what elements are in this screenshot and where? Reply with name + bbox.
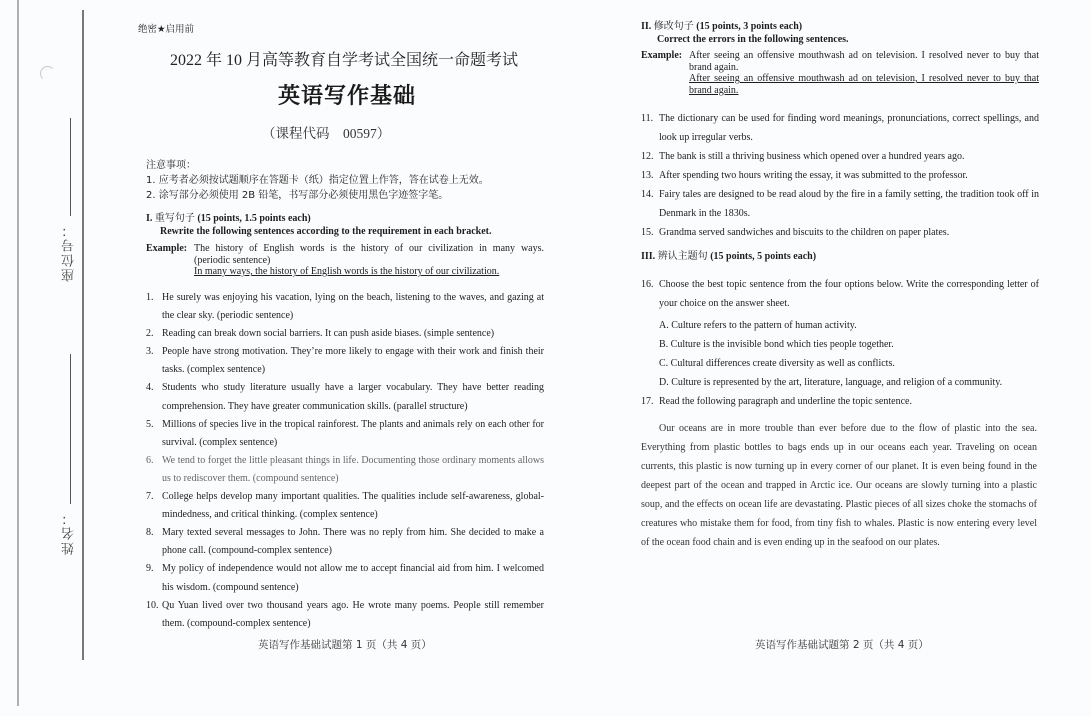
question-16-text: Choose the best topic sentence from the four options below. Write the corresponding letter of your choice on the answer sheet.: [659, 279, 1039, 309]
section-points: (15 points, 5 points each): [710, 251, 817, 262]
question-item: 7. College helps develop many important qualities. The qualities include self-awareness, global-mindedness, and critical thinking. (complex sentence): [146, 491, 544, 521]
example-label: Example:: [146, 243, 188, 254]
page-1-footer: 英语写作基础试题第 1 页（共 4 页）: [258, 639, 432, 651]
question-item: 8. Mary texted several messages to John. There was no reply from him. She decided to make a phone call. (compound-complex sentence): [146, 527, 544, 557]
option-d: D. Culture is represented by the art, literature, language, and religion of a community.: [659, 377, 1003, 388]
question-16: 16. Choose the best topic sentence from the four options below. Write the corresponding letter of your choice on the answer sheet. A. Culture refers to the pattern of human activity. B. Culture is the invisible bond which ties people together. C. Cultural differences create diversity as well as conflicts. D. Culture is represented by the art, literature, language, and religion of a community. 17. Read the following paragraph and underline the topic sentence.: [641, 279, 1039, 407]
question-item: 1. He surely was enjoying his vacation, lying on the beach, listening to the waves, and gazing at the clear sky. (periodic sentence): [146, 292, 544, 322]
question-item: 12. The bank is still a thriving business which opened over a hundred years ago.: [641, 151, 965, 162]
seat-number-label: 座位号：: [61, 222, 76, 282]
section-1-questions: [146, 289, 544, 633]
section-1-example: [146, 243, 544, 283]
option-c: C. Cultural differences create diversity as well as conflicts.: [659, 358, 895, 369]
example-sentence: The history of English words is the history of our civilization in many ways.: [194, 243, 544, 254]
section-instruction: Rewrite the following sentences according to the requirement in each bracket.: [160, 225, 492, 237]
section-points: (15 points, 3 points each): [696, 21, 803, 32]
page-2-footer: 英语写作基础试题第 2 页（共 4 页）: [755, 639, 929, 651]
section-2-header: [641, 21, 1041, 46]
ocean-plastic-paragraph[interactable]: Our oceans are in more trouble than ever before due to the flow of plastic into the sea. Everything from plastic bottles to bags ends up in our oceans each year. Traveling on ocean currents, this plastic is now turning up in every corner of our planet. It is even being found in the deepest part of the ocean and trapped in Arctic ice. Our oceans are slowly turning into a plastic soup, and the effects on ocean life are devastating. Plastic pieces of all sizes choke the stomachs of creatures who mistake them for food, from tiny fish to whales. Plastic is now entering every level of the ocean food chain and is even ending up in the seafood on our plates.: [641, 423, 1037, 548]
option-a: A. Culture refers to the pattern of human activity.: [659, 320, 857, 331]
example-answer: In many ways, the history of English words is the history of our civilization.: [194, 266, 500, 277]
question-item: 13. After spending two hours writing the essay, it was submitted to the professor.: [641, 170, 968, 181]
question-item: 10. Qu Yuan lived over two thousand years ago. He wrote many poems. People still remember them. (compound-complex sentence): [146, 599, 544, 629]
seat-number-blank[interactable]: [70, 118, 71, 216]
notice-item: 1. 应考者必须按试题顺序在答题卡（纸）指定位置上作答，答在试卷上无效。: [146, 175, 489, 186]
section-number: II.: [641, 21, 652, 32]
confidential-mark: 绝密★启用前: [138, 24, 195, 35]
inner-margin-line: [82, 10, 84, 660]
course-code: （课程代码 00597）: [262, 126, 391, 141]
section-1-header: [146, 213, 566, 238]
question-item: 15. Grandma served sandwiches and biscuits to the children on paper plates.: [641, 227, 950, 238]
question-item: 11. The dictionary can be used for finding word meanings, pronunciations, correct spellings, and look up irregular verbs.: [641, 113, 1039, 143]
exam-title: 2022 年 10 月高等教育自学考试全国统一命题考试: [170, 52, 519, 69]
question-item: 3. People have strong motivation. They’re more likely to engage with their work and finish their tasks. (complex sentence): [146, 346, 544, 376]
question-item: 4. Students who study literature usually have a larger vocabulary. They have better reading comprehension. They have greater communication skills. (parallel structure): [146, 382, 544, 412]
subject-title: 英语写作基础: [278, 84, 417, 109]
question-item: 5. Millions of species live in the tropical rainforest. The plants and animals rely on each other for survival. (complex sentence): [146, 418, 544, 448]
name-blank[interactable]: [70, 354, 71, 504]
section-3-header: [641, 251, 1041, 264]
question-item: 6. We tend to forget the little pleasant things in life. Documenting those ordinary moments allows us to rediscover them. (compound sentence): [146, 454, 544, 484]
example-answer: After seeing an offensive mouthwash ad on television, I resolved never to buy that brand again.: [689, 73, 1039, 96]
outer-margin-line: [17, 0, 19, 706]
section-instruction: Correct the errors in the following sentences.: [657, 33, 849, 45]
question-item: 14. Fairy tales are designed to be read aloud by the fire in a family setting, the tradition took off in Denmark in the 1830s.: [641, 189, 1039, 219]
example-sentence: After seeing an offensive mouthwash ad on television. I resolved never to buy that brand again.: [689, 50, 1039, 73]
question-item: 9. My policy of independence would not allow me to accept financial aid from him. I welcomed his wisdom. (compound sentence): [146, 563, 544, 593]
notice-item: 2. 涂写部分必须使用 2B 铅笔，书写部分必须使用黑色字迹签字笔。: [146, 190, 449, 201]
example-label: Example:: [641, 50, 683, 61]
section-number: I.: [146, 213, 153, 224]
binding-hole-icon: [40, 66, 55, 81]
section-cn-title: 修改句子: [653, 21, 694, 32]
example-requirement: (periodic sentence): [194, 254, 271, 266]
name-label: 姓名：: [61, 510, 76, 555]
option-b: B. Culture is the invisible bond which ties people together.: [659, 339, 894, 350]
notice-heading: 注意事项：: [146, 160, 196, 171]
notice-block: [146, 158, 566, 203]
question-item: 2. Reading can break down social barriers. It can push aside biases. (simple sentence): [146, 328, 495, 340]
question-17-text: Read the following paragraph and underline the topic sentence.: [659, 396, 912, 407]
section-cn-title: 辨认主题句: [657, 251, 708, 262]
section-2-example: [641, 50, 1039, 98]
section-cn-title: 重写句子: [154, 213, 195, 224]
section-number: III.: [641, 251, 656, 262]
section-2-questions: [641, 109, 1039, 242]
section-points: (15 points, 1.5 points each): [197, 213, 311, 224]
